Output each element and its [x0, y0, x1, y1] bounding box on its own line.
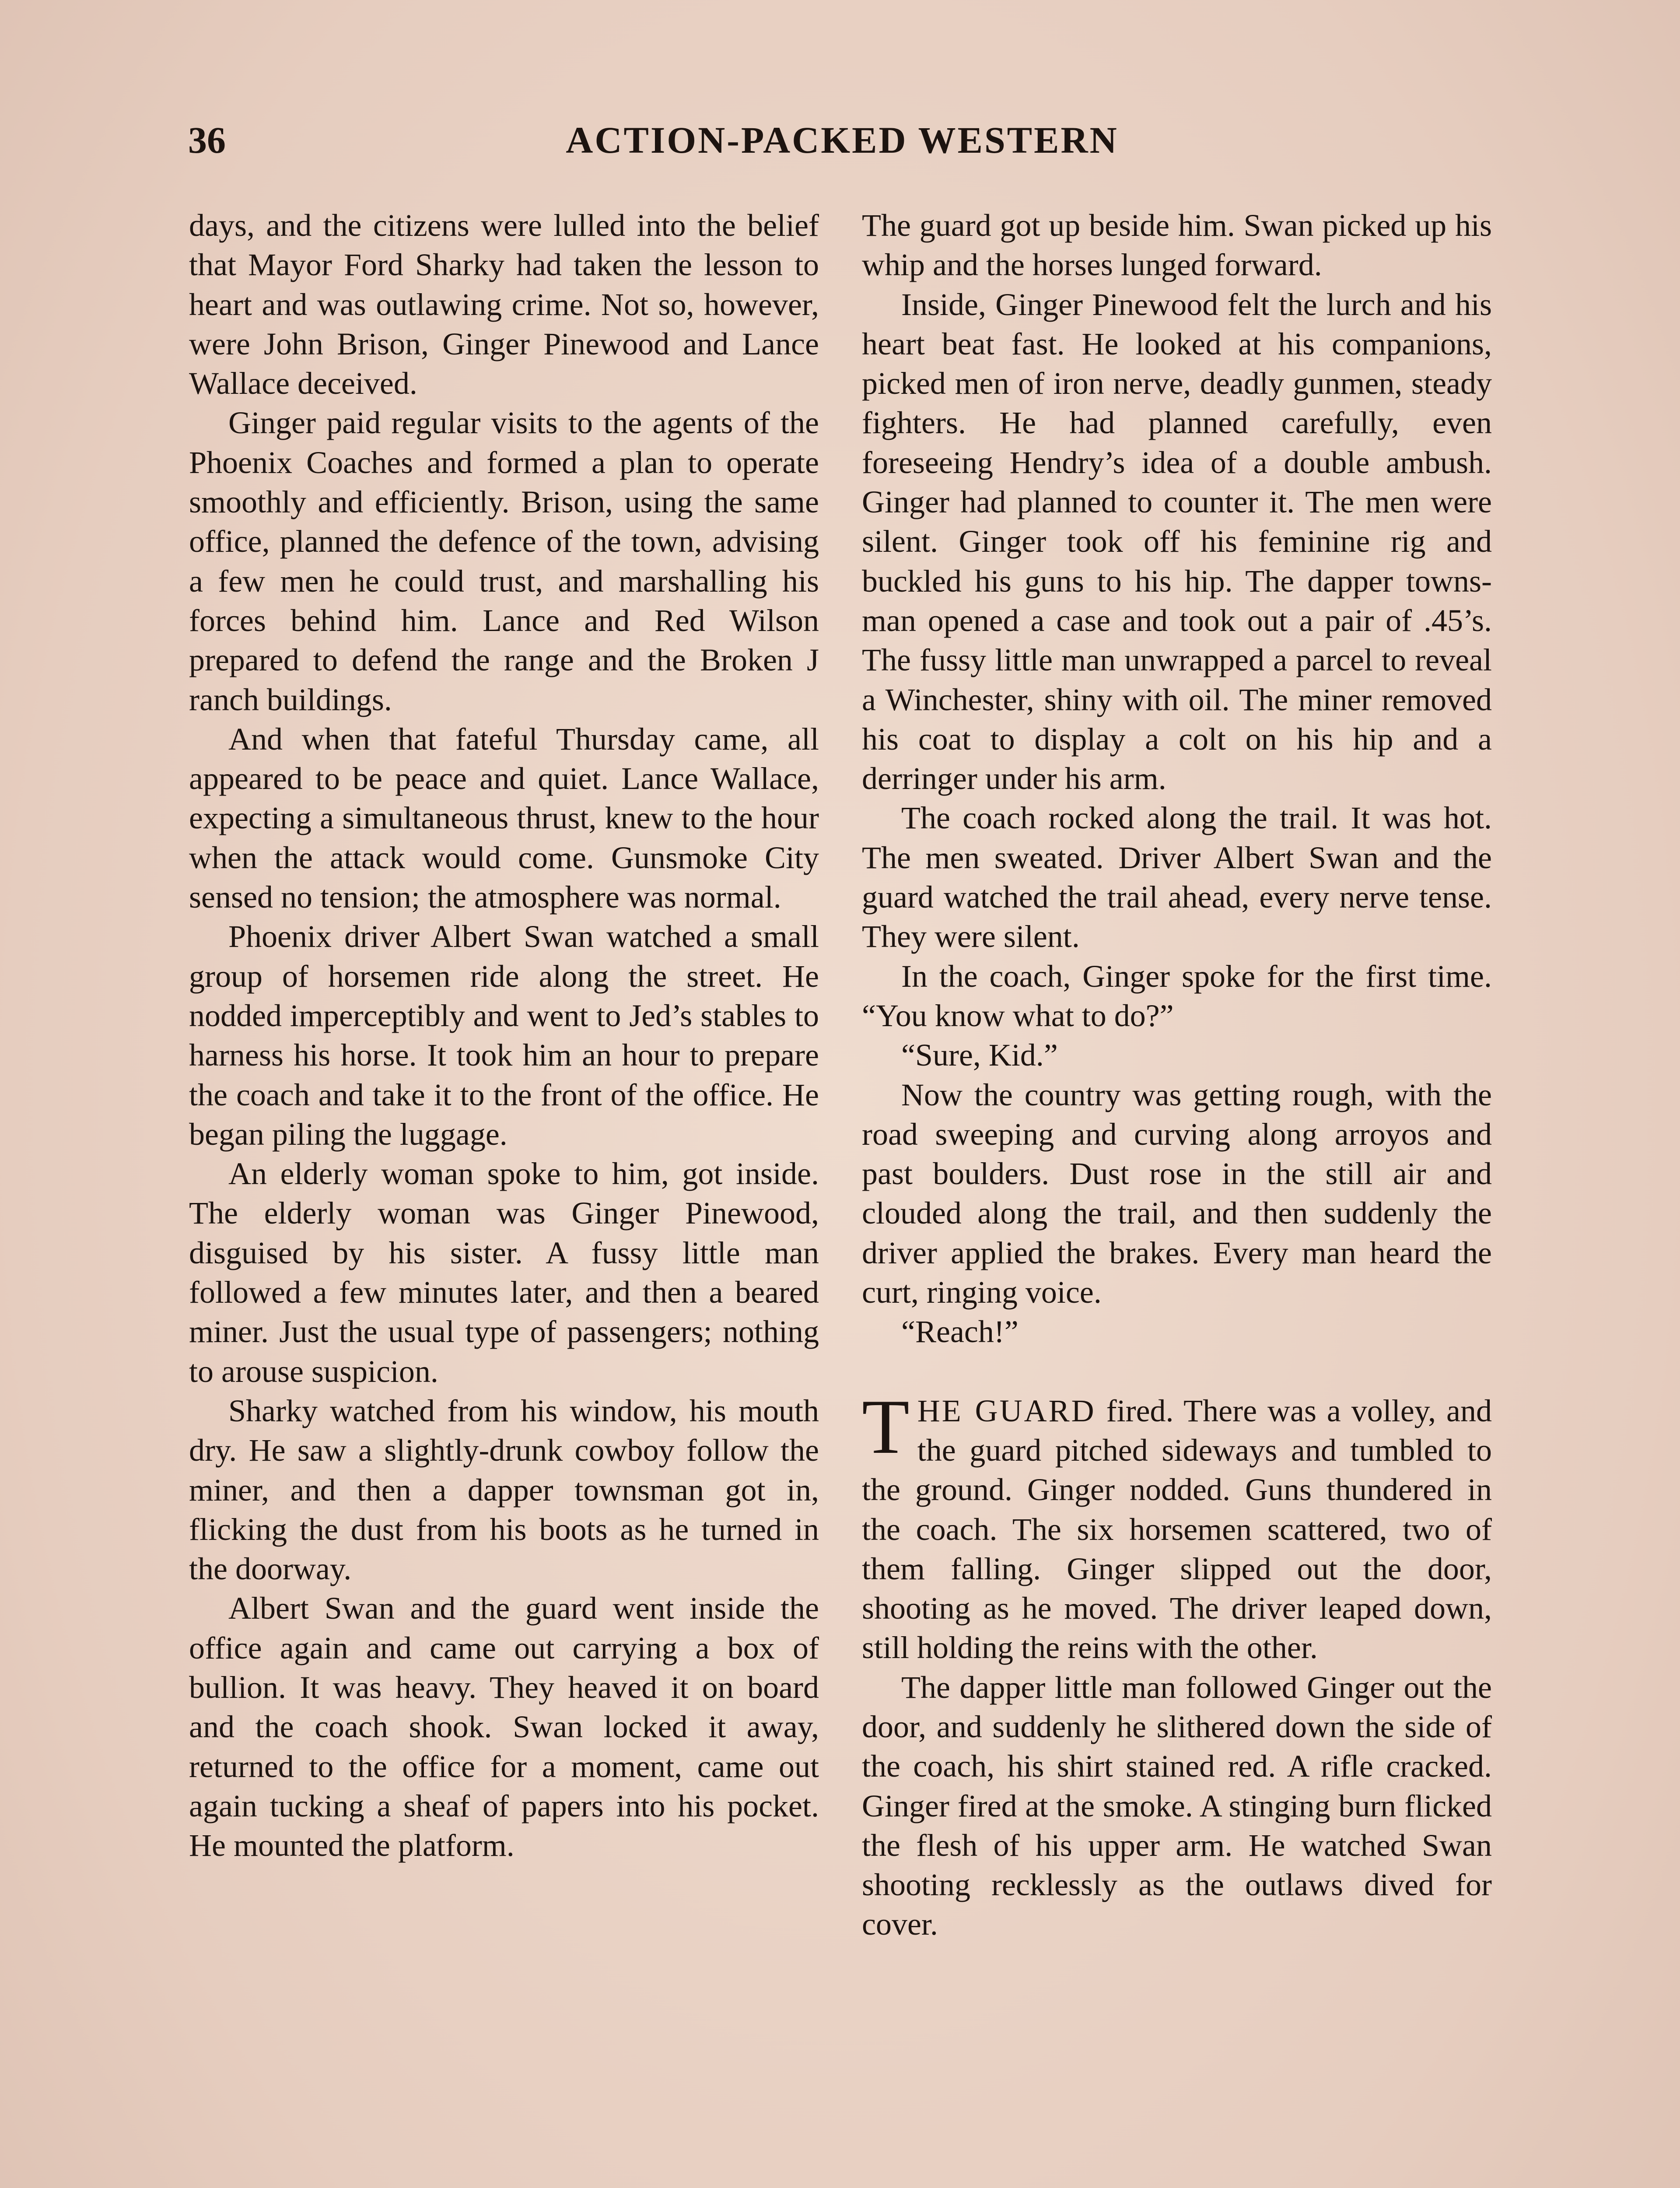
paragraph: Albert Swan and the guard went inside the office again and came out carrying a box of bullion. It was heavy. They heaved it on board and the coach shook. Swan locked it away, returned to the office for a moment, came out again tucking a sheaf of papers into his pocket. He mounted the platform.: [189, 1591, 819, 1863]
paragraph: Sharky watched from his window, his mouth dry. He saw a slightly-drunk cowboy follow the miner, and then a dapper townsman got in, flicking the dust from his boots as he turned in the doorway.: [189, 1393, 819, 1587]
paragraph: An elderly woman spoke to him, got inside. The elderly woman was Ginger Pinewood, disguised by his sister. A fussy little man followed a few minutes later, and then a beared miner. Just the usual type of passengers; nothing to arouse suspicion.: [189, 1156, 819, 1389]
section-opening-paragraph: [862, 1383, 1492, 1668]
page-header: [188, 118, 1496, 166]
paragraph: The guard got up beside him. Swan picked up his whip and the horses lunged forward.: [862, 208, 1492, 283]
paragraph: The coach rocked along the trail. It was hot. The men sweated. Driver Albert Swan and the guard watched the trail ahead, every nerve tense. They were silent.: [862, 800, 1492, 954]
drop-cap: T: [862, 1383, 910, 1470]
paragraph: days, and the citizens were lulled into the belief that Mayor Ford Sharky had taken the lesson to heart and was outlawing crime. Not so, however, were John Brison, Ginger Pinewood and Lance Wallace deceived.: [189, 208, 819, 401]
dialog-line: “Sure, Kid.”: [901, 1038, 1058, 1073]
paragraph: Ginger paid regular visits to the agents of the Phoenix Coaches and formed a plan to operate smoothly and efficiently. Brison, using the same office, planned the defence of the town, advising a few men he could trust, and marshalling his forces behind him. Lance and Red Wilson prepared to defend the range and the Broken J ranch buildings.: [189, 405, 819, 717]
paragraph: Now the country was getting rough, with the road sweeping and curving along arroyos and past boulders. Dust rose in the still air and clouded along the trail, and then suddenly the driver applied the brakes. Every man heard the curt, ringing voice.: [862, 1077, 1492, 1310]
section-opening-text: fired. There was a volley, and the guard pitched sideways and tumbled to the ground. Ginger nodded. Guns thundered in the coach. The six horsemen scattered, two of them falling. Ginger slipped out the door, shooting as he moved. The driver leaped down, still holding the reins with the other.: [862, 1393, 1492, 1666]
page-number: 36: [188, 119, 226, 161]
dialog-line: “Reach!”: [901, 1314, 1018, 1350]
paragraph: Phoenix driver Albert Swan watched a small group of horsemen ride along the street. He nodded imperceptibly and went to Jed’s stables to harness his horse. It took him an hour to prepare the coach and take it to the front of the office. He began piling the luggage.: [189, 919, 819, 1152]
right-column: [862, 206, 1492, 1944]
running-title: ACTION-PACKED WESTERN: [566, 119, 1119, 161]
left-column: [189, 206, 819, 1865]
paragraph: And when that fateful Thursday came, all appeared to be peace and quiet. Lance Wallace, expecting a simultaneous thrust, knew to the hour when the attack would come. Gunsmoke City sensed no tension; the atmosphere was normal.: [189, 721, 819, 915]
paragraph: Inside, Ginger Pinewood felt the lurch and his heart beat fast. He looked at his companions, picked men of iron nerve, deadly gunmen, steady fighters. He had planned carefully, even foreseeing Hendry’s idea of a double ambush. Ginger had planned to counter it. The men were silent. Ginger took off his feminine rig and buckled his guns to his hip. The dapper townsman opened a case and took out a pair of .45’s. The fussy little man unwrapped a parcel to reveal a Winchester, shiny with oil. The miner removed his coat to display a colt on his hip and a derringer under his arm.: [862, 287, 1492, 796]
paragraph: The dapper little man followed Ginger out the door, and suddenly he slithered down the side of the coach, his shirt stained red. A rifle cracked. Ginger fired at the smoke. A stinging burn flicked the flesh of his upper arm. He watched Swan shooting recklessly as the outlaws dived for cover.: [862, 1669, 1492, 1942]
section-lead-in: HE GUARD: [917, 1393, 1096, 1428]
paragraph: In the coach, Ginger spoke for the first time. “You know what to do?”: [862, 958, 1492, 1033]
